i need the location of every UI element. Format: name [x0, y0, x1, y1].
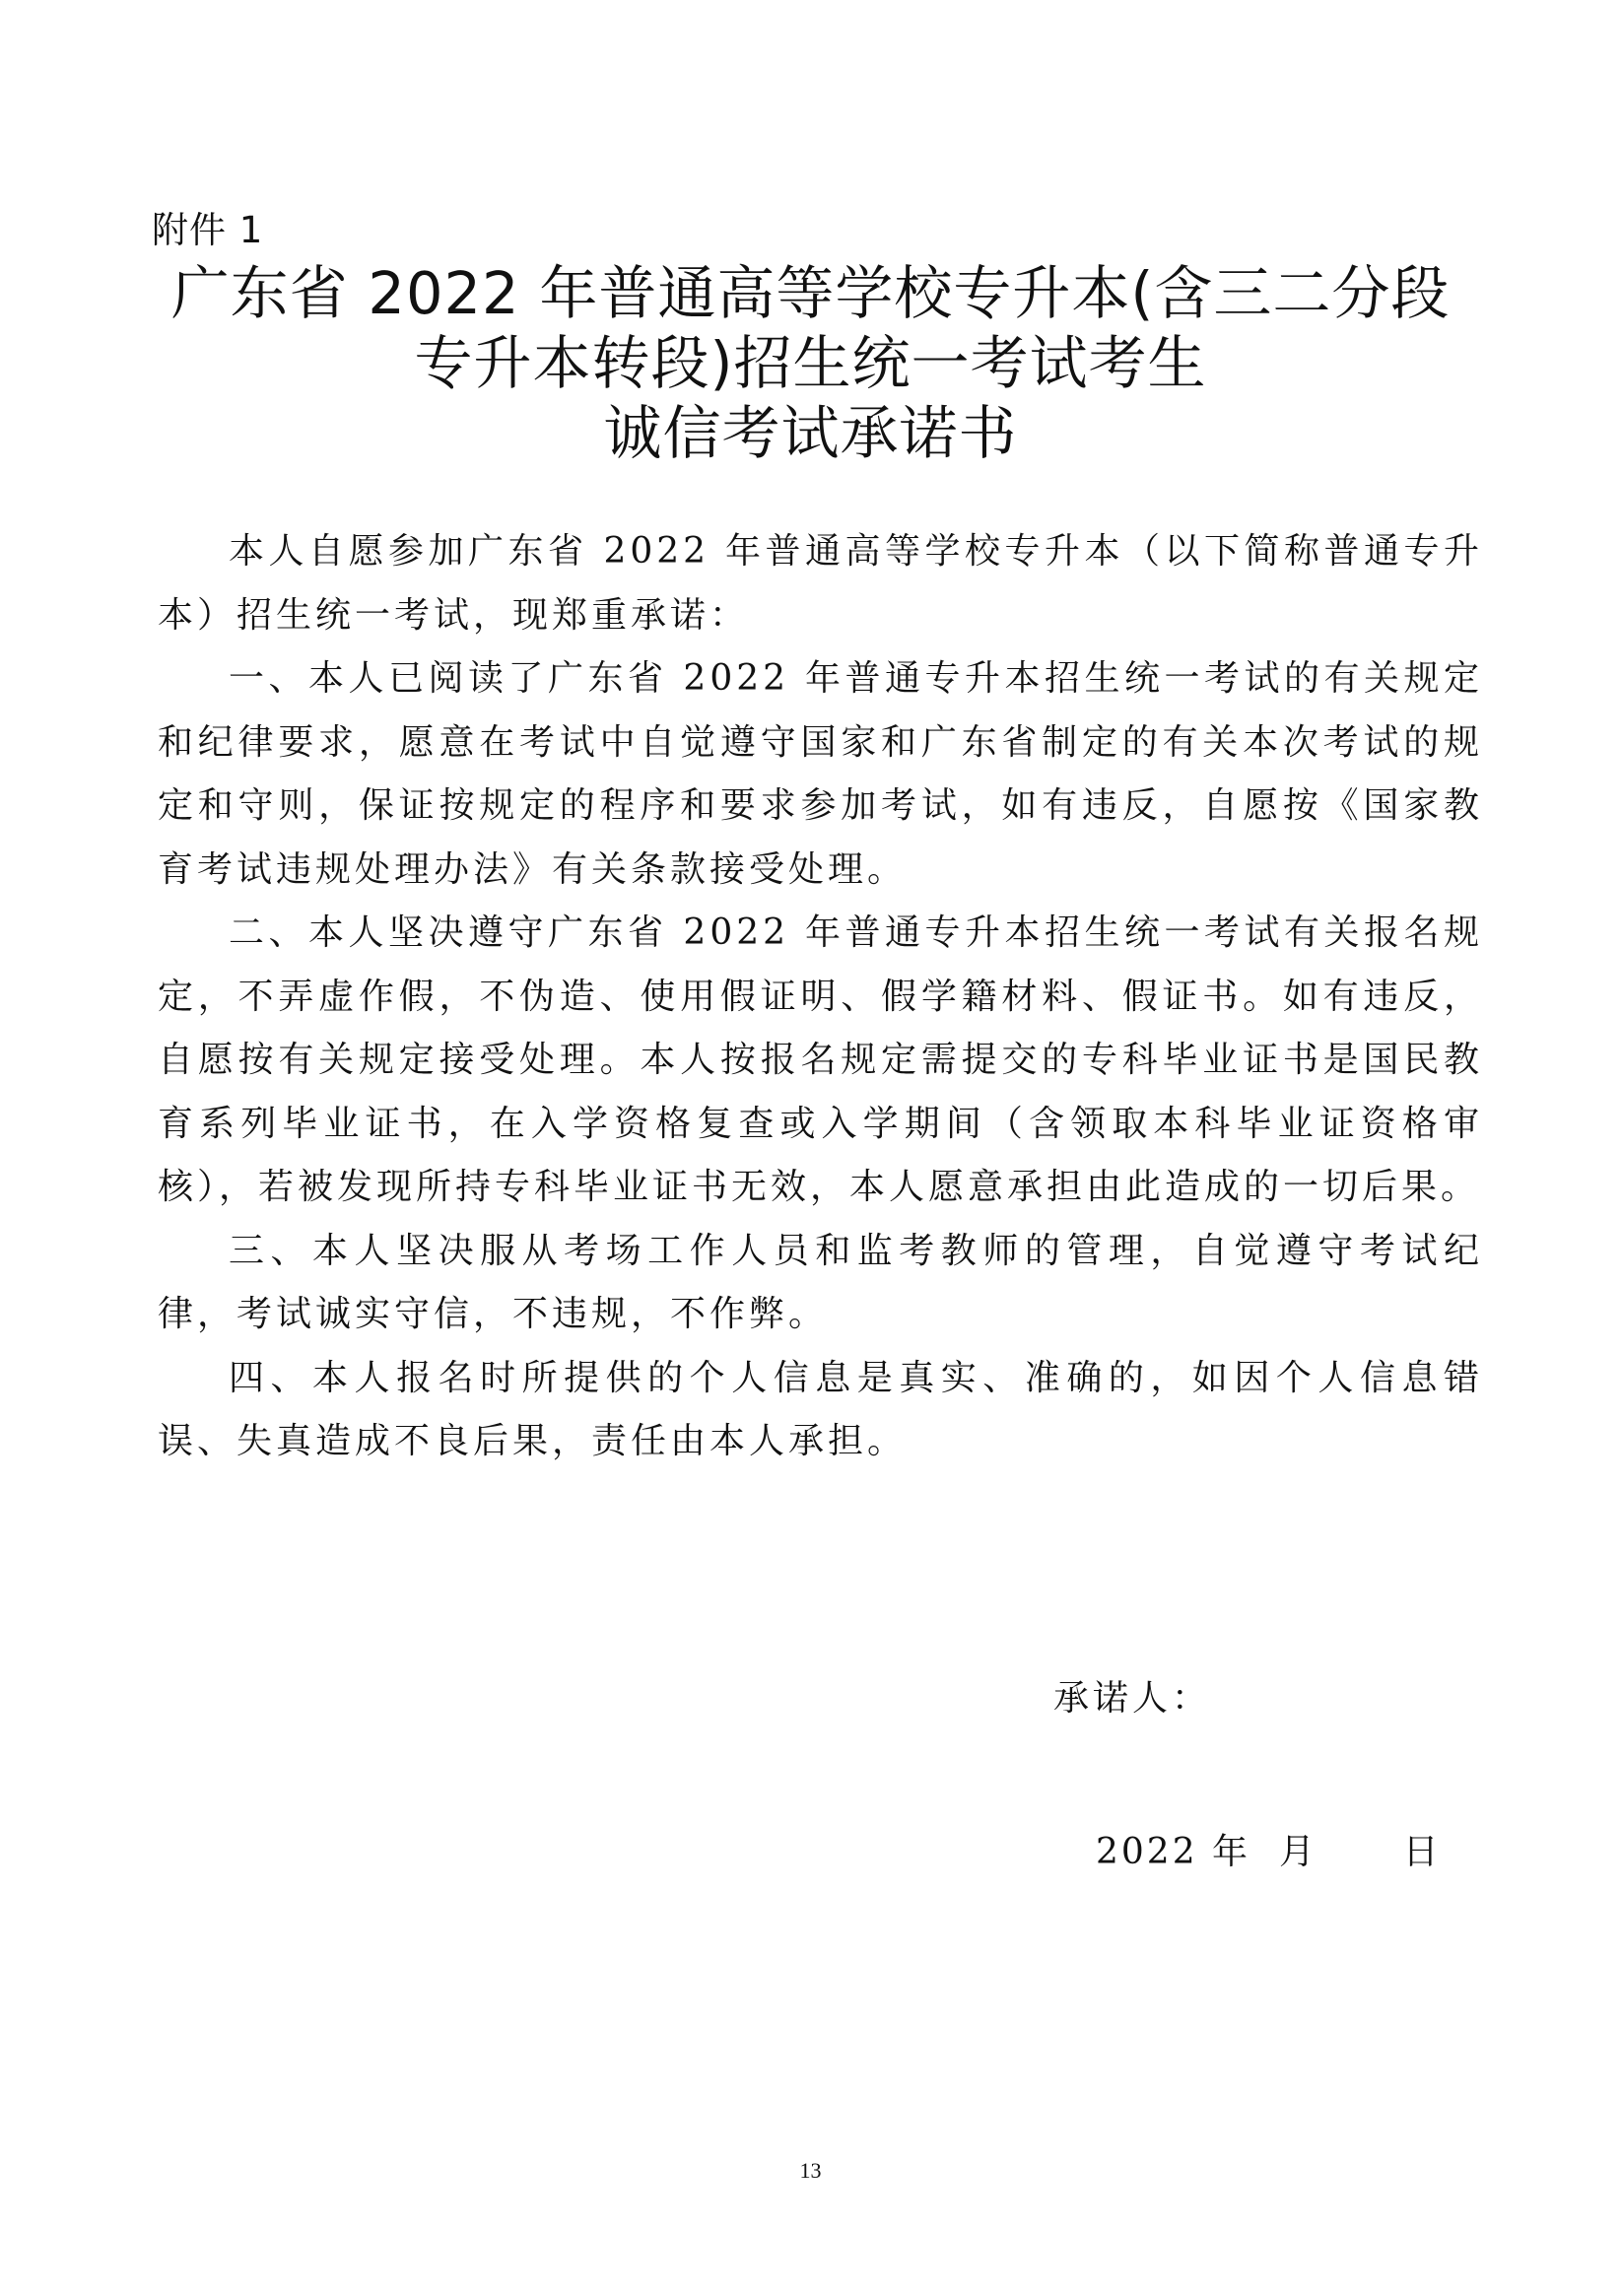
title-line-3: 诚信考试承诺书 [603, 399, 1018, 467]
intro-paragraph: 本人自愿参加广东省 2022 年普通高等学校专升本（以下简称普通专升本）招生统一考试，现郑重承诺： [158, 531, 1483, 636]
title-line-2: 专升本转段)招生统一考试考生 [414, 329, 1207, 397]
pledge-item-4: 四、本人报名时所提供的个人信息是真实、准确的，如因个人信息错误、失真造成不良后果，责任由本人承担。 [158, 1357, 1483, 1461]
pledge-item-1: 一、本人已阅读了广东省 2022 年普通专升本招生统一考试的有关规定和纪律要求，愿意在考试中自觉遵守国家和广东省制定的有关本次考试的规定和守则，保证按规定的程序和要求参加考试，如有违反，自愿按《国家教育考试违规处理办法》有关条款接受处理。 [158, 658, 1483, 890]
signature-date: 2022 年 月 日 [1096, 1832, 1442, 1872]
document-title [148, 258, 1473, 468]
page-number: 13 [799, 2158, 822, 2183]
pledge-item-3: 三、本人坚决服从考场工作人员和监考教师的管理，自觉遵守考试纪律，考试诚实守信，不违规，不作弊。 [158, 1230, 1483, 1334]
title-line-1: 广东省 2022 年普通高等学校专升本(含三二分段 [170, 259, 1451, 327]
pledge-item-2: 二、本人坚决遵守广东省 2022 年普通专升本招生统一考试有关报名规定，不弄虚作假，不伪造、使用假证明、假学籍材料、假证书。如有违反，自愿按有关规定接受处理。本人按报名规定需提交的专科毕业证书是国民教育系列毕业证书，在入学资格复查或入学期间（含领取本科毕业证资格审核），若被发现所持专科毕业证书无效，本人愿意承担由此造成的一切后果。 [158, 912, 1483, 1207]
attachment-label: 附件 1 [152, 209, 264, 251]
pledge-body [158, 520, 1483, 1474]
signature-label: 承诺人： [1053, 1678, 1212, 1719]
